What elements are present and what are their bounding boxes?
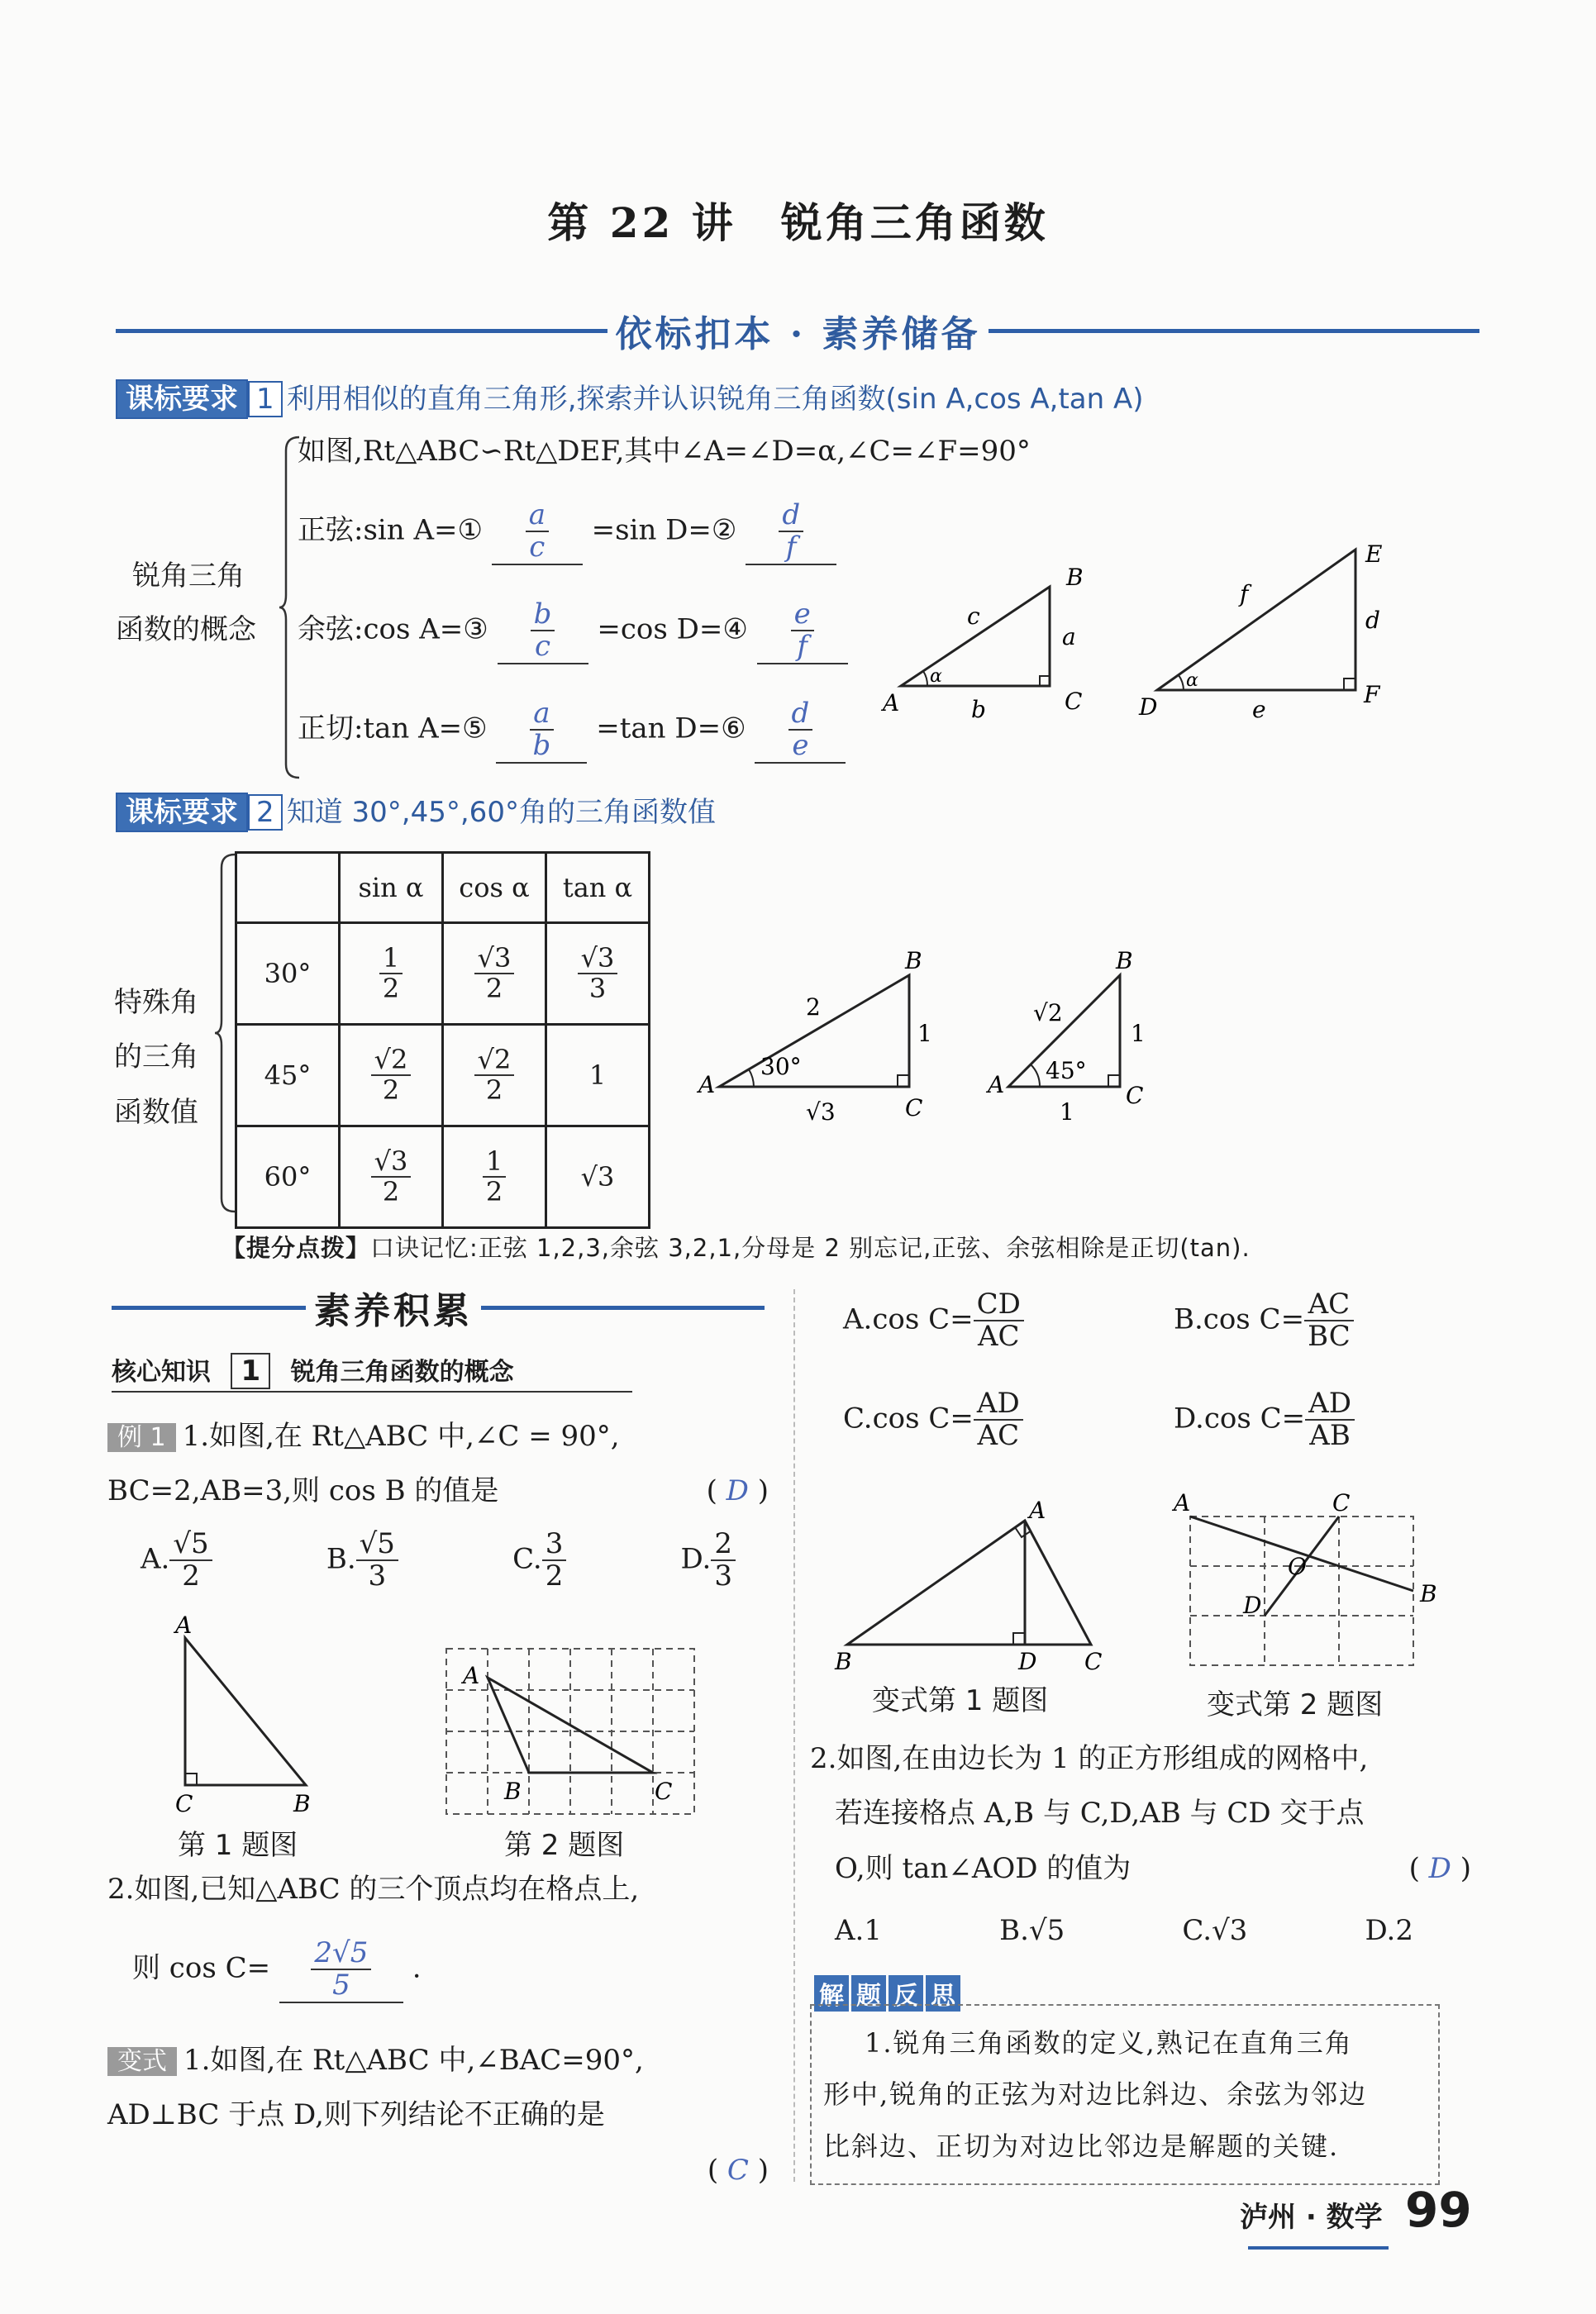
tri-abc-label-b: B — [1066, 564, 1084, 591]
sine-a-den: c — [529, 531, 545, 564]
table-header-cell: sin α — [340, 853, 443, 923]
ex1-option-a[interactable] — [141, 1529, 212, 1593]
var-q2-option-d[interactable]: D.2 — [1365, 1914, 1413, 1947]
column-divider — [793, 1289, 795, 2182]
frac-den: 2 — [382, 1176, 400, 1207]
reflect-line2: 形中,锐角的正弦为对边比斜边、余弦为邻边 — [823, 2078, 1368, 2111]
fig1-label-c: C — [175, 1790, 193, 1817]
frac-num: √5 — [356, 1529, 398, 1561]
requirement-text: 知道 30°,45°,60°角的三角函数值 — [286, 796, 716, 829]
frac-num: 1 — [483, 1147, 506, 1178]
tri-abc-label-c: C — [1065, 688, 1083, 715]
var-option-c[interactable] — [843, 1388, 1023, 1452]
special-label-line2: 的三角 — [114, 1040, 198, 1074]
table-row — [236, 923, 650, 1025]
table-cell — [340, 923, 443, 1025]
requirement-number: 1 — [248, 381, 283, 417]
tri45-label-c: C — [1126, 1082, 1144, 1109]
tri30-label-b: B — [905, 947, 922, 974]
frac-num: AD — [974, 1388, 1023, 1421]
frac-den: 2 — [382, 973, 400, 1004]
tri-def-side-e: e — [1252, 696, 1266, 723]
frac-den: 2 — [485, 1176, 503, 1207]
example-tag: 例 1 — [107, 1423, 176, 1452]
ex1-fig1-caption: 第 1 题图 — [178, 1829, 298, 1862]
frac-den: AC — [977, 1320, 1020, 1354]
frac-den: 2 — [382, 1074, 400, 1106]
variant-tag: 变式 — [107, 2047, 177, 2076]
table-header-cell: tan α — [546, 853, 650, 923]
option-label: C. — [512, 1542, 542, 1576]
tan-mid: =tan D=⑥ — [596, 712, 746, 745]
tri30-label-c: C — [905, 1094, 923, 1121]
special-label-line1: 特殊角 — [114, 986, 198, 1019]
ex1-option-c[interactable] — [512, 1529, 566, 1593]
tri-abc-side-b: b — [971, 696, 986, 723]
var-option-d[interactable] — [1174, 1388, 1355, 1452]
var-option-b[interactable] — [1174, 1289, 1354, 1353]
var-answer: C — [727, 2153, 749, 2187]
sine-mid: =sin D=② — [591, 513, 737, 547]
table-header-row — [236, 853, 650, 923]
cos-label: 余弦:cos A=③ — [298, 612, 488, 646]
option-label: A.cos C= — [843, 1302, 974, 1336]
var-q2-line2: 若连接格点 A,B 与 C,D,AB 与 CD 交于点 — [835, 1797, 1365, 1831]
fig2-label-a: A — [463, 1662, 480, 1689]
table-cell — [443, 1025, 546, 1126]
reflect-tag: 题 — [851, 1975, 886, 2012]
frac-num: √3 — [474, 944, 515, 974]
tri-def-alpha: α — [1186, 670, 1198, 691]
frac-den: 2 — [485, 973, 503, 1004]
cos-d-den: f — [797, 630, 808, 664]
fig1-label-a: A — [175, 1612, 193, 1639]
cos-a-num: b — [531, 599, 555, 631]
frac-num: 3 — [542, 1529, 567, 1561]
table-cell — [340, 1126, 443, 1228]
triangle-abc-figure — [876, 562, 1108, 727]
table-cell — [340, 1025, 443, 1126]
ex1-option-b[interactable] — [326, 1529, 398, 1593]
special-angle-table — [235, 851, 650, 1229]
concept-label-line1: 锐角三角 — [132, 559, 245, 593]
frac-num: √2 — [371, 1045, 412, 1076]
variant-1: 变式 1.如图,在 Rt△ABC 中,∠BAC=90°, AD⊥BC 于点 D,则下列结论不正确的是 ( C ) — [107, 2044, 769, 2187]
option-label: D. — [680, 1542, 712, 1576]
fig2-label-b: B — [504, 1778, 522, 1805]
var-question-line1: 1.如图,在 Rt△ABC 中,∠BAC=90°, — [183, 2044, 644, 2077]
frac-num: √2 — [474, 1045, 515, 1076]
table-cell: 1 — [546, 1025, 650, 1126]
triangle-def-figure — [1132, 537, 1405, 736]
table-cell — [443, 923, 546, 1025]
ex1-q2-answer-den: 5 — [332, 1969, 350, 2002]
special-angle-label — [114, 975, 198, 1140]
var-q2-line1: 2.如图,在由边长为 1 的正方形组成的网格中, — [810, 1742, 1369, 1775]
var-q2-answer: D — [1428, 1851, 1451, 1885]
var-figure-2 — [1165, 1488, 1437, 1678]
reflect-line1: 1.锐角三角函数的定义,熟记在直角三角 — [865, 2027, 1353, 2059]
ex1-figure-2 — [438, 1640, 703, 1822]
table-row — [236, 1126, 650, 1228]
ex1-question-2: 2.如图,已知△ABC 的三个顶点均在格点上, — [107, 1873, 640, 1906]
tri-abc-side-a: a — [1062, 623, 1076, 650]
tri30-label-a: A — [698, 1071, 716, 1098]
tri30-hyp: 2 — [806, 993, 821, 1021]
tri45-label-b: B — [1116, 947, 1133, 974]
reflect-tag: 反 — [889, 1975, 923, 2012]
option-label: B. — [326, 1542, 356, 1576]
table-row — [236, 1025, 650, 1126]
var-fig1-label-a: A — [1029, 1497, 1046, 1524]
frac-num: √5 — [169, 1529, 212, 1561]
frac-num: AC — [1304, 1289, 1354, 1321]
var-fig2-caption: 变式第 2 题图 — [1207, 1688, 1384, 1721]
ex1-options — [141, 1529, 736, 1593]
frac-den: 3 — [588, 973, 607, 1004]
option-label: B.cos C= — [1174, 1302, 1305, 1336]
tan-a-den: b — [532, 729, 551, 763]
tri-abc-label-a: A — [883, 689, 900, 717]
reflect-line3: 比斜边、正切为对边比邻边是解题的关键. — [823, 2130, 1340, 2162]
ex1-option-d[interactable] — [681, 1529, 736, 1593]
tri45-opp: 1 — [1131, 1020, 1146, 1047]
frac-num: √3 — [371, 1147, 412, 1178]
cos-mid: =cos D=④ — [597, 612, 748, 646]
requirement-number: 2 — [248, 794, 283, 831]
tri45-label-a: A — [988, 1071, 1005, 1098]
option-label: C.cos C= — [843, 1402, 974, 1436]
var-fig1-label-c: C — [1084, 1648, 1103, 1675]
var-question-2: 2.如图,在由边长为 1 的正方形组成的网格中, 若连接格点 A,B 与 C,D,AB 与 CD 交于点 O,则 tan∠AOD 的值为 ( D ) — [810, 1731, 1471, 1896]
sine-a-num: a — [526, 500, 549, 532]
ex1-fig2-caption: 第 2 题图 — [504, 1829, 625, 1862]
ex1-answer: D — [726, 1474, 749, 1508]
ex1-q2-answer-row: 则 cos C= $\frac{2√5}{5}$ . — [132, 1936, 422, 2002]
page-title: 第 22 讲 锐角三角函数 — [547, 198, 1049, 247]
tip — [222, 1230, 1251, 1264]
tri-abc-side-c: c — [967, 602, 980, 630]
cos-d-num: e — [791, 599, 814, 631]
page-number: 99 — [1405, 2182, 1472, 2238]
core-title: 锐角三角函数的概念 — [290, 1358, 514, 1387]
ex1-figure-1 — [165, 1612, 331, 1818]
var-fig2-label-o: O — [1288, 1553, 1307, 1580]
var-figure-1 — [827, 1497, 1124, 1675]
fig1-label-b: B — [293, 1790, 311, 1817]
ex1-q2-prefix: 则 cos C= — [132, 1951, 271, 1985]
footer-label: 泸州 · 数学 — [1240, 2201, 1383, 2234]
var-fig1-label-d: D — [1018, 1648, 1037, 1675]
var-q2-line3: O,则 tan∠AOD 的值为 — [835, 1851, 1131, 1885]
section-title-2: 素养积累 — [306, 1290, 481, 1332]
frac-num: 2 — [711, 1529, 736, 1561]
var-fig2-label-c: C — [1332, 1489, 1351, 1516]
reflect-tag: 解 — [814, 1975, 849, 2012]
table-header-cell: cos α — [443, 853, 546, 923]
reflect-tag: 思 — [926, 1975, 960, 2012]
table-cell — [443, 1126, 546, 1228]
frac-den: AB — [1309, 1419, 1351, 1453]
tri-abc-alpha: α — [930, 666, 942, 687]
table-header-cell — [236, 853, 340, 923]
var-question-line2: AD⊥BC 于点 D,则下列结论不正确的是 — [107, 2098, 605, 2132]
var-fig2-label-d: D — [1243, 1592, 1262, 1619]
frac-den: 2 — [182, 1559, 200, 1593]
requirement-text: 利用相似的直角三角形,探索并认识锐角三角函数(sin A,cos A,tan A) — [286, 383, 1144, 416]
table-cell: 60° — [236, 1126, 340, 1228]
var-q2-option-a[interactable]: A.1 — [835, 1914, 882, 1947]
concept-label — [116, 550, 256, 656]
option-label: D.cos C= — [1174, 1402, 1306, 1436]
requirement-2 — [116, 789, 716, 830]
tri45-hyp: √2 — [1033, 999, 1063, 1026]
tri-def-side-f: f — [1240, 580, 1249, 607]
tri-def-label-d: D — [1139, 693, 1158, 721]
var-fig1-label-b: B — [835, 1648, 852, 1675]
tan-label: 正切:tan A=⑤ — [298, 712, 488, 745]
reflection-box — [810, 2004, 1440, 2185]
tan-d-num: d — [788, 698, 813, 731]
concept-label-line2: 函数的概念 — [116, 612, 256, 646]
var-q2-options — [835, 1913, 1413, 1949]
tip-label: 【提分点拨】 — [222, 1234, 371, 1262]
frac-den: 3 — [714, 1559, 732, 1593]
sine-d-den: f — [785, 531, 797, 564]
triangle-45-figure — [984, 947, 1174, 1132]
frac-den: AC — [977, 1419, 1020, 1453]
tan-d-den: e — [792, 729, 809, 763]
tri-def-label-e: E — [1365, 540, 1383, 568]
frac-den: 2 — [545, 1559, 564, 1593]
table-cell — [546, 923, 650, 1025]
frac-den: 2 — [485, 1074, 503, 1106]
ex1-question-line2: BC=2,AB=3,则 cos B 的值是 — [107, 1474, 499, 1508]
requirement-tag: 课标要求 — [116, 793, 248, 832]
option-label: A. — [141, 1542, 170, 1576]
tip-text: 口诀记忆:正弦 1,2,3,余弦 3,2,1,分母是 2 别忘记,正弦、余弦相除是正切(tan). — [370, 1234, 1251, 1262]
example-1: 例 1 1.如图,在 Rt△ABC 中,∠C = 90°, BC=2,AB=3,则 cos B 的值是 ( D ) — [107, 1420, 769, 1508]
tri30-adj: √3 — [806, 1098, 836, 1126]
tan-a-num: a — [530, 698, 555, 731]
footer-underline — [1248, 2246, 1389, 2250]
tri30-opp: 1 — [917, 1020, 932, 1047]
requirement-1 — [116, 376, 1144, 417]
core-knowledge-header — [112, 1351, 632, 1393]
triangle-30-figure — [694, 947, 959, 1132]
var-q2-option-b[interactable]: B.√5 — [999, 1914, 1065, 1947]
tri-def-side-d: d — [1365, 607, 1380, 634]
tri30-angle: 30° — [760, 1053, 802, 1080]
core-number: 1 — [231, 1353, 270, 1389]
sine-row — [298, 500, 836, 565]
tangent-row — [298, 698, 846, 764]
frac-num: AD — [1305, 1388, 1355, 1421]
var-q2-option-c[interactable]: C.√3 — [1182, 1914, 1248, 1947]
ex1-question-line1: 1.如图,在 Rt△ABC 中,∠C = 90°, — [182, 1420, 620, 1453]
var-fig1-caption: 变式第 1 题图 — [872, 1684, 1049, 1717]
ex1-q2-answer-num: 2√5 — [311, 1938, 371, 1970]
var-fig2-label-a: A — [1174, 1489, 1191, 1516]
frac-num: CD — [974, 1289, 1024, 1321]
frac-den: BC — [1308, 1320, 1351, 1354]
sine-label: 正弦:sin A=① — [298, 513, 484, 547]
fig2-label-c: C — [655, 1778, 673, 1805]
cos-a-den: c — [535, 630, 551, 664]
tri45-angle: 45° — [1046, 1057, 1087, 1084]
sine-d-num: d — [779, 500, 803, 532]
var-fig2-label-b: B — [1420, 1580, 1437, 1607]
core-label: 核心知识 — [112, 1358, 211, 1387]
section-title-1: 依标扣本 · 素养储备 — [607, 313, 989, 355]
table-cell: 30° — [236, 923, 340, 1025]
frac-num: √3 — [578, 944, 618, 974]
cosine-row — [298, 599, 848, 664]
var-option-a[interactable] — [843, 1289, 1024, 1353]
special-label-line3: 函数值 — [114, 1095, 198, 1129]
frac-num: 1 — [379, 944, 403, 974]
tri45-adj: 1 — [1060, 1098, 1074, 1126]
concept-intro: 如图,Rt△ABC∽Rt△DEF,其中∠A=∠D=α,∠C=∠F=90° — [298, 435, 1031, 468]
frac-den: 3 — [368, 1559, 387, 1593]
table-cell: √3 — [546, 1126, 650, 1228]
table-cell: 45° — [236, 1025, 340, 1126]
requirement-tag: 课标要求 — [116, 379, 248, 419]
tri-def-label-f: F — [1364, 681, 1380, 708]
